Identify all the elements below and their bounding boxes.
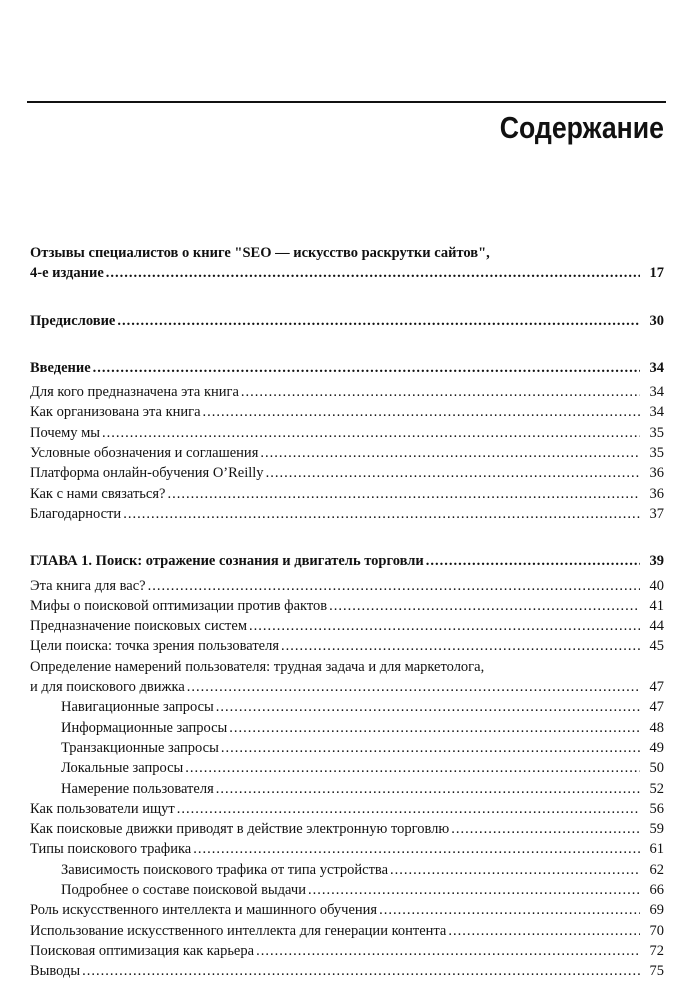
toc-entry[interactable] [30, 819, 664, 839]
toc-entry-label: Благодарности [30, 505, 122, 522]
toc-page-number: 59 [649, 821, 664, 838]
toc-subentry[interactable] [30, 860, 664, 880]
toc-page-number: 48 [649, 719, 664, 736]
toc-page-number: 52 [649, 780, 664, 797]
toc-entry[interactable] [30, 961, 664, 981]
dot-leader [260, 443, 640, 463]
toc-page-number: 35 [649, 445, 664, 462]
page-title: Содержание [499, 110, 664, 145]
toc-page-number: 66 [649, 882, 664, 899]
header-rule [27, 101, 666, 103]
toc-entry-label: Платформа онлайн-обучения O’Reilly [30, 465, 264, 482]
dot-leader [241, 382, 640, 402]
toc-entry-intro[interactable] [30, 358, 664, 378]
toc-entry-label: Как поисковые движки приводят в действие электронную торговлю [30, 821, 450, 838]
toc-entry-label: Поисковая оптимизация как карьера [30, 942, 255, 959]
toc-subentry[interactable] [30, 718, 664, 738]
toc-entry-label: Введение [30, 359, 91, 376]
toc-entry-chapter-1[interactable] [30, 551, 664, 571]
toc-entry-label: Предисловие [30, 312, 116, 329]
toc-entry-label: Зависимость поискового трафика от типа устройства [61, 861, 389, 878]
toc-page-number: 35 [649, 424, 664, 441]
toc-page-number: 37 [649, 505, 664, 522]
toc-entry[interactable] [30, 484, 664, 504]
dot-leader [148, 576, 640, 596]
dot-leader [102, 423, 640, 443]
toc-page-number: 61 [649, 841, 664, 858]
toc-entry[interactable] [30, 443, 664, 463]
dot-leader [93, 358, 640, 378]
toc-entry-label: Как организована эта книга [30, 404, 201, 421]
toc-entry-label: Для кого предназначена эта книга [30, 384, 239, 401]
toc-page-number: 34 [649, 384, 664, 401]
dot-leader [426, 551, 640, 571]
dot-leader [329, 596, 640, 616]
toc-page-number: 45 [649, 638, 664, 655]
toc-entry-label: Как с нами связаться? [30, 485, 166, 502]
toc-entry-label: 4-е издание [30, 265, 104, 282]
toc-entry-reviews[interactable] [30, 263, 664, 283]
dot-leader [203, 402, 640, 422]
toc-page-number: 62 [649, 861, 664, 878]
dot-leader [249, 616, 640, 636]
toc-page-number: 70 [649, 922, 664, 939]
toc-entry-label: Намерение пользователя [61, 780, 214, 797]
toc-page-number: 34 [649, 359, 664, 376]
toc-page-number: 75 [649, 963, 664, 980]
toc-page-number: 17 [649, 265, 664, 282]
toc-entry-label: Локальные запросы [61, 760, 184, 777]
toc-entry-label: Цели поиска: точка зрения пользователя [30, 638, 280, 655]
toc-entry[interactable] [30, 504, 664, 524]
toc-page-number: 47 [649, 679, 664, 696]
toc-entry-label: Навигационные запросы [61, 699, 214, 716]
toc-entry[interactable] [30, 576, 664, 596]
toc-entry[interactable] [30, 900, 664, 920]
dot-leader [308, 880, 640, 900]
toc-entry-label: Условные обозначения и соглашения [30, 445, 259, 462]
toc-page-number: 72 [649, 942, 664, 959]
dot-leader [185, 758, 640, 778]
toc-entry-label: Роль искусственного интеллекта и машинного обучения [30, 902, 378, 919]
dot-leader [216, 697, 640, 717]
toc-entry-label: Мифы о поисковой оптимизации против фактов [30, 597, 328, 614]
toc-page-number: 56 [649, 800, 664, 817]
toc-page-number: 36 [649, 465, 664, 482]
dot-leader [123, 504, 640, 524]
toc-entry-preface[interactable] [30, 311, 664, 331]
toc-entry[interactable] [30, 423, 664, 443]
dot-leader [221, 738, 640, 758]
toc-entry[interactable] [30, 596, 664, 616]
toc-entry-label: Использование искусственного интеллекта для генерации контента [30, 922, 447, 939]
toc-entry-label: Типы поискового трафика [30, 841, 192, 858]
toc-entry[interactable] [30, 636, 664, 656]
toc-entry[interactable] [30, 941, 664, 961]
toc-entry-line1: Определение намерений пользователя: трудная задача и для маркетолога, [30, 658, 485, 675]
toc-subentry[interactable] [30, 738, 664, 758]
toc-page-number: 30 [649, 312, 664, 329]
toc-subentry[interactable] [30, 779, 664, 799]
toc-entry-label: и для поискового движка [30, 679, 185, 696]
dot-leader [216, 779, 640, 799]
toc-entry[interactable] [30, 382, 664, 402]
toc-page-number: 40 [649, 577, 664, 594]
dot-leader [379, 900, 640, 920]
toc-entry[interactable] [30, 799, 664, 819]
toc-entry-label: Выводы [30, 963, 81, 980]
toc-entry-label: Как пользователи ищут [30, 800, 175, 817]
toc-subentry[interactable] [30, 758, 664, 778]
table-of-contents [30, 243, 664, 982]
toc-subentry[interactable] [30, 880, 664, 900]
toc-entry-label: Транзакционные запросы [61, 739, 219, 756]
toc-entry[interactable] [30, 839, 664, 859]
toc-page-number: 47 [649, 699, 664, 716]
dot-leader [390, 860, 640, 880]
toc-entry-label: Почему мы [30, 424, 101, 441]
toc-entry[interactable] [30, 677, 664, 697]
toc-entry-label: Информационные запросы [61, 719, 228, 736]
dot-leader [177, 799, 640, 819]
toc-entry-label: ГЛАВА 1. Поиск: отражение сознания и двигатель торговли [30, 553, 424, 570]
dot-leader [106, 263, 640, 283]
toc-entry-label: Подробнее о составе поисковой выдачи [61, 882, 306, 899]
dot-leader [256, 941, 640, 961]
toc-page-number: 41 [649, 597, 664, 614]
dot-leader [451, 819, 640, 839]
dot-leader [167, 484, 640, 504]
toc-page-number: 34 [649, 404, 664, 421]
toc-entry[interactable] [30, 463, 664, 483]
toc-page-number: 44 [649, 618, 664, 635]
toc-page-number: 36 [649, 485, 664, 502]
dot-leader [82, 961, 640, 981]
toc-page-number: 69 [649, 902, 664, 919]
toc-entry-label: Предназначение поисковых систем [30, 618, 247, 635]
dot-leader [281, 636, 640, 656]
dot-leader [117, 311, 640, 331]
dot-leader [229, 718, 640, 738]
toc-page-number: 39 [649, 553, 664, 570]
toc-entry-reviews-line1: Отзывы специалистов о книге "SEO — искусство раскрутки сайтов", [30, 245, 490, 261]
toc-entry[interactable] [30, 921, 664, 941]
toc-entry[interactable] [30, 616, 664, 636]
dot-leader [266, 463, 640, 483]
toc-entry[interactable] [30, 402, 664, 422]
toc-page-number: 50 [649, 760, 664, 777]
dot-leader [193, 839, 640, 859]
toc-page-number: 49 [649, 739, 664, 756]
toc-subentry[interactable] [30, 697, 664, 717]
dot-leader [448, 921, 640, 941]
dot-leader [187, 677, 640, 697]
toc-entry-label: Эта книга для вас? [30, 577, 146, 594]
